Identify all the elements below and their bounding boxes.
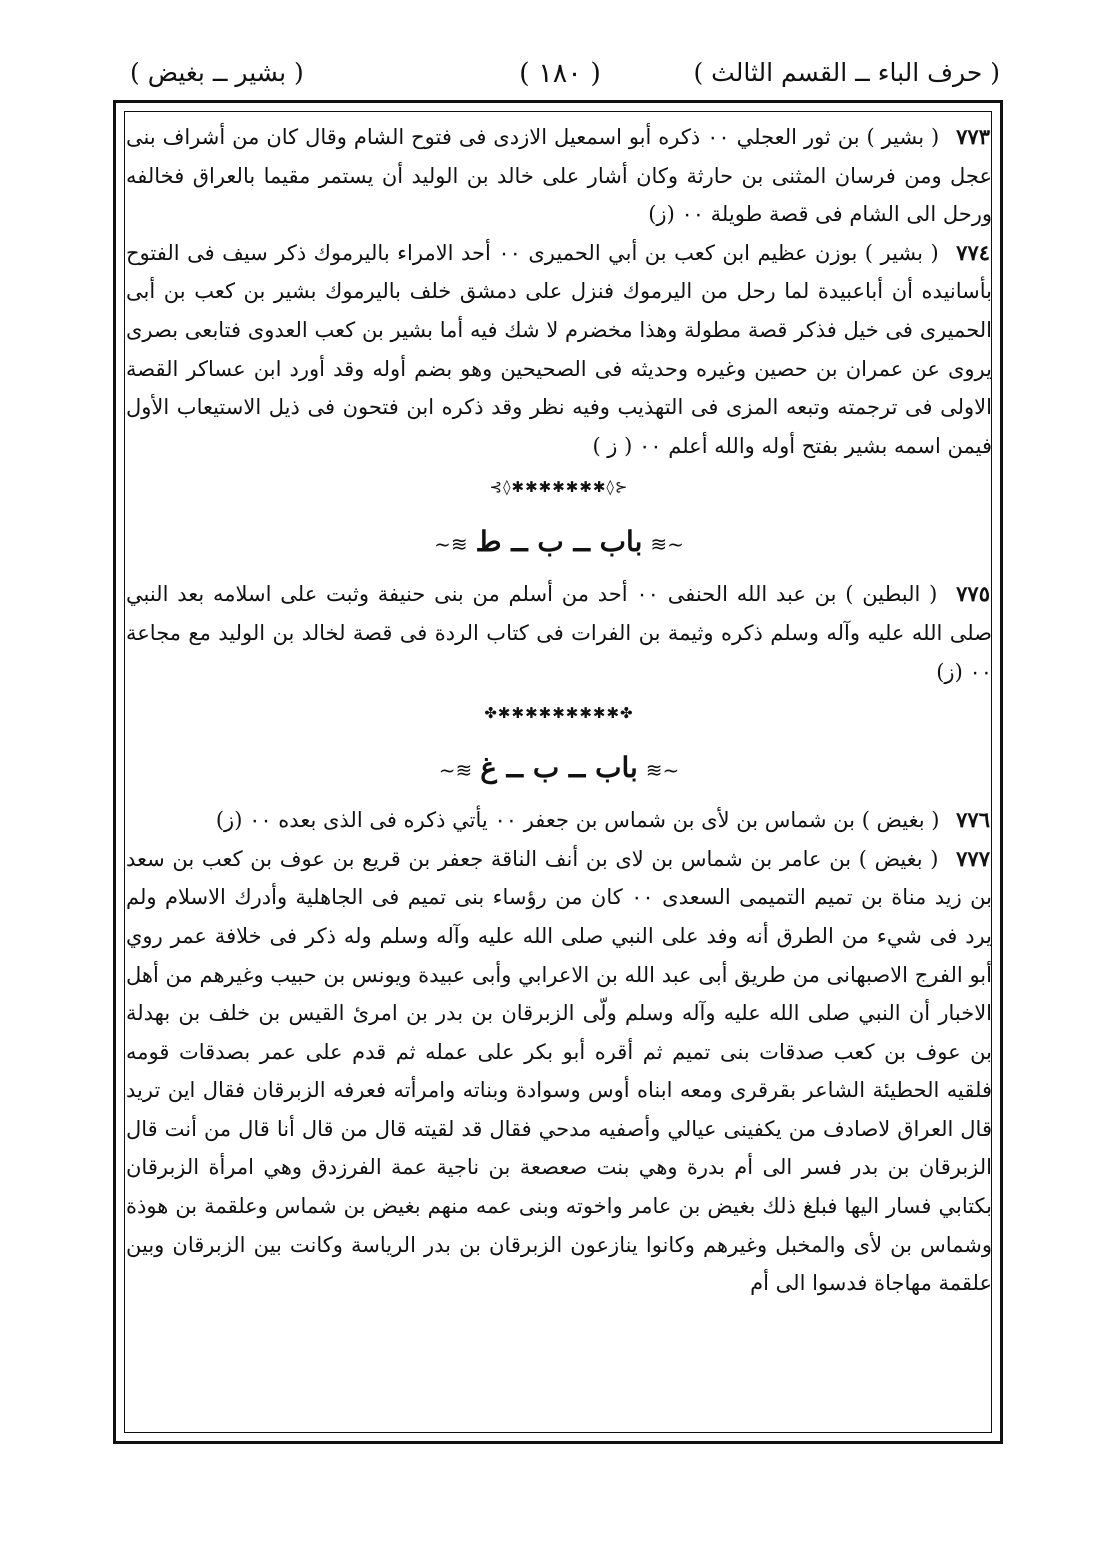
entry-text: ( البطين ) بن عبد الله الحنفى ٠٠ أحد من أسلم من بنى حنيفة وثبت على اسلامه بعد النبي صلى الله عليه وآله وسلم ذكره وثيمة بن الفرات فى كتاب الردة فى قصة لخالد بن الوليد مع مجاعة ٠٠ (ز) <box>126 582 992 684</box>
page-number: ( ١٨٠ ) <box>519 58 601 89</box>
entry-text: ( بشير ) بوزن عظيم ابن كعب بن أبي الحميرى ٠٠ أحد الامراء باليرموك ذكر سيف فى الفتوح بأسانيده أن أباعبيدة لما رحل من اليرموك فنزل على دمشق خلف باليرموك بشير بن كعب بن أبى الحميرى فى خيل فذكر قصة مطولة وهذا مخضرم لا شك فيه أما بشير بن كعب العدوى فتابعى بصرى يروى عن عمران بن حصين وغيره وحديثه فى الصحيحين وهو بضم أوله وقد أورد ابن عساكر القصة الاولى فى ترجمته وتبعه المزى فى التهذيب وفيه نظر وقد ذكره ابن فتحون فى ذيل الاستيعاب الأول فيمن اسمه بشير بفتح أوله والله أعلم ٠٠ ( ز ) <box>126 240 992 458</box>
chapter-title: باب ــ ب ــ غ <box>480 751 638 785</box>
chapter-heading <box>126 509 992 575</box>
ornament-icon: ~≋ <box>650 532 684 557</box>
entry-774 <box>126 234 992 466</box>
entry-775 <box>126 575 992 691</box>
ornament-divider: ⊰◊✱✱✱✱✱✱✱◊⊱ <box>489 478 629 497</box>
entry-number: ٧٧٤ <box>956 239 991 265</box>
entry-number: ٧٧٦ <box>956 807 990 833</box>
ornament-divider: ✤✱✱✱✱✱✱✱✱✱✤ <box>484 704 634 723</box>
entry-range: ( بشير ــ بغيض ) <box>130 58 304 87</box>
entry-number: ٧٧٥ <box>956 581 990 607</box>
chapter-heading <box>126 735 992 801</box>
ornament-icon: ≋~ <box>434 532 468 557</box>
entry-text: ( بشير ) بن ثور العجلي ٠٠ ذكره أبو اسمعيل الازدى فى فتوح الشام وقال كان من أشراف بنى عجل ومن فرسان المثنى بن حارثة وكان أشار على خالد بن الوليد أن يستمر مقيما بالعراق فخالفه ورحل الى الشام فى قصة طويلة ٠٠ (ز) <box>126 125 992 227</box>
section-title: ( حرف الباء ــ القسم الثالث ) <box>693 58 1000 87</box>
entry-777 <box>126 840 992 1303</box>
page-header <box>120 52 1000 102</box>
chapter-title: باب ــ ب ــ ط <box>475 525 643 559</box>
entry-text: ( بغيض ) بن شماس بن لأى بن شماس بن جعفر ٠٠ يأتي ذكره فى الذى بعده ٠٠ (ز) <box>215 808 940 833</box>
entry-776 <box>126 801 992 840</box>
entry-number: ٧٧٧ <box>956 845 990 871</box>
page-content <box>126 118 992 1434</box>
entry-number: ٧٧٣ <box>956 124 990 149</box>
entry-text: ( بغيض ) بن عامر بن شماس بن لاى بن أنف الناقة جعفر بن قريع بن عوف بن كعب بن سعد بن زيد مناة بن تميم التميمى السعدى ٠٠ كان من رؤساء بنى تميم فى الجاهلية وأدرك الاسلام ولم يرد فى شيء من الطرق أنه وفد على النبي صلى الله عليه وآله وسلم وله ذكر فى خلافة عمر روي أبو الفرج الاصبهانى من طريق أبى عبد الله بن الاعرابي وأبى عبيدة ويونس بن حبيب وغيرهم من أهل الاخبار أن النبي صلى الله عليه وآله وسلم ولّى الزبرقان بن بدر بن امرئ القيس بن خلف بن بهدلة بن عوف بن كعب صدقات بنى تميم ثم أقره أبو بكر على عمله ثم قدم على عمر بصدقات قومه فلقيه الحطيئة الشاعر بقرقرى ومعه ابناه أوس وسوادة وبناته وامرأته فعرفه الزبرقان فقال اين تريد قال العراق لاصادف من يكفينى عيالي وأصفيه مدحي فقال قد لقيته قال من قال أنا قال من أنت قال الزبرقان بن بدر فسر الى أم بدرة وهي بنت صعصعة بن ناجية عمة الفرزدق وهي امرأة الزبرقان بكتابي فسار اليها فبلغ ذلك بغيض بن عامر واخوته وبنى عمه منهم بغيض بن شماس وعلقمة بن هوذة وشماس بن لأى والمخبل وغيرهم وكانوا ينازعون الزبرقان بن بدر الرياسة وكانت بين الزبرقان وبين علقمة مهاجاة فدسوا الى أم <box>126 846 993 1296</box>
ornament-icon: ≋~ <box>438 758 473 783</box>
ornament-icon: ~≋ <box>645 758 680 783</box>
entry-773 <box>126 118 992 234</box>
